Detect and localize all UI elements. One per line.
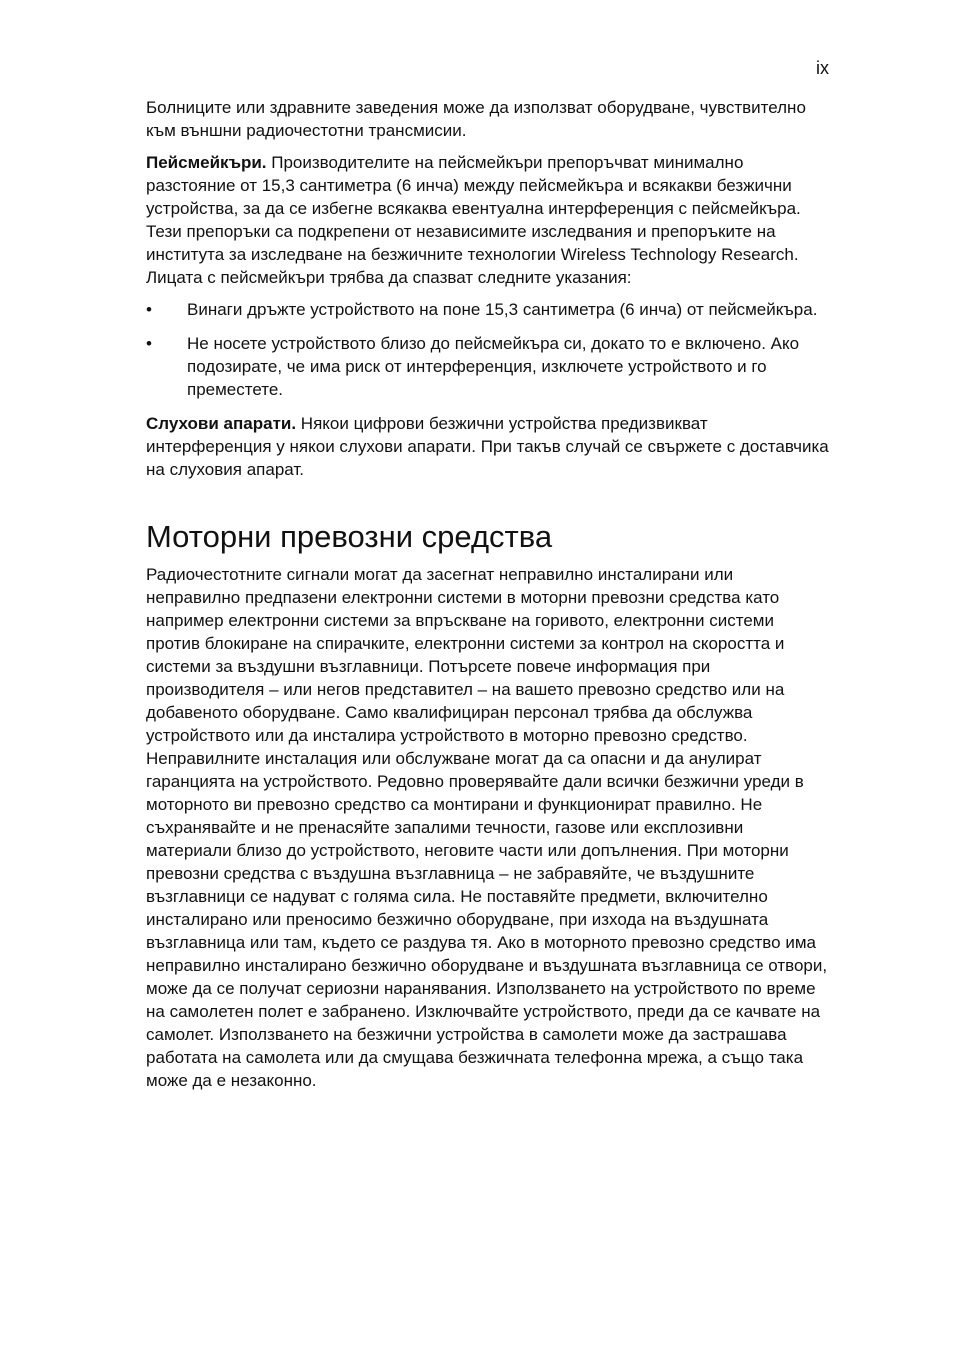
page-content — [146, 96, 830, 1101]
pacemakers-text: Производителите на пейсмейкъри препоръчват минимално разстояние от 15,3 сантиметра (6 инча) между пейсмейкъра и всякакви безжични устройства, за да се избегне всякаква евентуална интерференция с пейсмейкъра. Тези препоръки са подкрепени от независимите изследвания и препоръките на института за изследване на безжичните технологии Wireless Technology Research. Лицата с пейсмейкъри трябва да спазват следните указания: — [146, 153, 801, 287]
pacemakers-lead: Пейсмейкъри. — [146, 153, 267, 172]
bullet-icon: • — [146, 334, 152, 353]
pacemakers-paragraph — [146, 151, 830, 289]
vehicles-paragraph: Радиочестотните сигнали могат да засегнат неправилно инсталирани или неправилно предпазени електронни системи в моторни превозни средства като например електронни системи за впръскване на горивото, електронни системи против блокиране на спирачките, електронни системи за контрол на скоростта и системи за въздушни възглавници. Потърсете повече информация при производителя – или негов представител – на вашето превозно средство или на добавеното оборудване. Само квалифициран персонал трябва да обслужва устройството или да инсталира устройството в моторно превозно средство. Неправилните инсталация или обслужване могат да са опасни и да анулират гаранцията на устройството. Редовно проверявайте дали всички безжични уреди в моторното ви превозно средство са монтирани и функционират правилно. Не съхранявайте и не пренасяйте запалими течности, газове или експлозивни материали близо до устройството, неговите части или допълнения. При моторни превозни средства с въздушна възглавница – не забравяйте, че въздушните възглавници се надуват с голяма сила. Не поставяйте предмети, включително инсталирано или преносимо безжично оборудване, при изхода на въздушната възглавница или там, където се раздува тя. Ако в моторното превозно средство има неправилно инсталирано безжично оборудване и въздушната възглавница се отвори, може да се получат сериозни наранявания. Използването на устройството по време на самолетен полет е забранено. Изключвайте устройството, преди да се качвате на самолет. Използването на безжични устройства в самолети може да застрашава работата на самолета или да смущава безжичната телефонна мрежа, а също така може да е незаконно. — [146, 565, 828, 1090]
bullet-icon: • — [146, 300, 152, 319]
section-heading-vehicles: Моторни превозни средства — [146, 519, 553, 554]
list-item-text: Винаги дръжте устройството на поне 15,3 сантиметра (6 инча) от пейсмейкъра. — [187, 300, 818, 319]
list-item — [146, 298, 830, 321]
list-item-text: Не носете устройството близо до пейсмейкъра си, докато то е включено. Ако подозирате, че има риск от интерференция, изключете устройството и го преместете. — [187, 334, 800, 399]
intro-paragraph: Болниците или здравните заведения може да използват оборудване, чувствително към външни радиочестотни трансмисии. — [146, 98, 806, 140]
hearing-aids-paragraph — [146, 412, 830, 481]
hearing-aids-lead: Слухови апарати. — [146, 414, 297, 433]
page-number: ix — [816, 58, 829, 78]
hearing-aids-text: Някои цифрови безжични устройства предизвикват интерференция у някои слухови апарати. При такъв случай се свържете с доставчика на слуховия апарат. — [146, 414, 829, 479]
list-item — [146, 332, 830, 401]
pacemaker-guidelines-list — [146, 298, 830, 401]
